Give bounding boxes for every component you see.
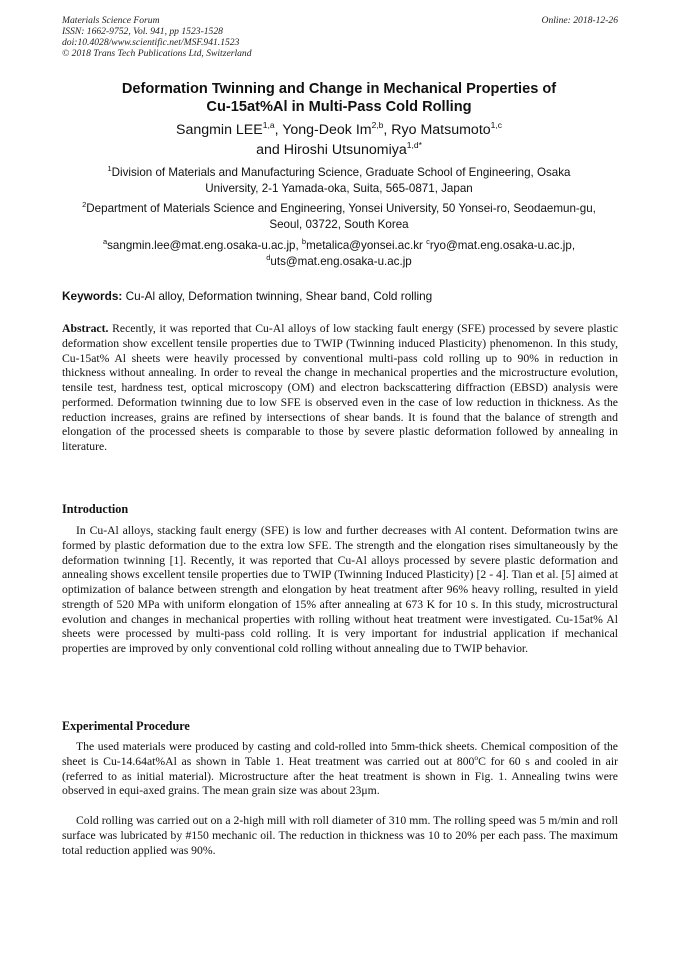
introduction-paragraph: In Cu-Al alloys, stacking fault energy (SFE) is low and further decreases with Al content. Deformation twins are formed by plastic deformation due to the extra low SFE. The strength and the elongation rises simultaneously by the deformation twinning [1]. Recently, it was reported that Cu-Al alloys processed by severe plastic deformation and annealing shows excellent tensile properties due to TWIP (Twinning Induced Plasticity) [2 - 4]. Tian et al. [5] aimed at optimization of balance between strength and elongation by heat treatment after 96% heavy rolling, resulted in yield strength of 520 MPa with uniform elongation of 15% after annealing at 673 K for 10 s. In this study, microstructural evolution and changes in mechanical properties with rolling without heat treatment were investigated. Cu-15at% Al sheets were processed by multi-pass cold rolling. It is very important for industrial application if mechanical properties are improved by only conventional cold rolling without annealing due to TWIP behavior. xyxy=(62,524,618,655)
affil-text: University, 2-1 Yamada-oka, Suita, 565-0871, Japan xyxy=(205,181,473,195)
keywords-label: Keywords: xyxy=(62,289,123,303)
affil-text: Seoul, 03722, South Korea xyxy=(269,217,409,231)
section-heading-experimental: Experimental Procedure xyxy=(62,719,190,733)
author-name: , Ryo Matsumoto xyxy=(383,122,491,138)
copyright: © 2018 Trans Tech Publications Ltd, Switzerland xyxy=(62,48,252,59)
section-heading-introduction: Introduction xyxy=(62,502,129,516)
experimental-paragraph-1 xyxy=(62,740,618,799)
para-text: The used materials were produced by casting and cold-rolled into 5mm-thick sheets. Chemical composition of the sheet is Cu-14.64at%Al as shown in Table 1. Heat treatment was carried out at 800 xyxy=(62,740,618,768)
para-text: C for 60 s and cooled in air (referred to as initial material). Microstructure after the heat treatment is shown in Fig. 1. Annealing twins were observed in equi-axed grains. The mean grain size was about 23μm. xyxy=(62,754,618,798)
email-link[interactable]: ryo@mat.eng.osaka-u.ac.jp, xyxy=(429,239,576,252)
degree-sign: o xyxy=(474,752,479,762)
affiliation-2 xyxy=(62,201,616,232)
author-affil-marker: 1,d* xyxy=(406,139,422,150)
author-name: , Yong-Deok Im xyxy=(274,122,372,138)
paper-title xyxy=(62,81,616,116)
author-affil-marker: 1,a xyxy=(262,120,275,130)
email-link[interactable]: uts@mat.eng.osaka-u.ac.jp xyxy=(270,254,412,268)
online-date: Online: 2018-12-26 xyxy=(541,15,618,26)
title-line-1: Deformation Twinning and Change in Mechanical Properties of xyxy=(121,81,557,97)
abstract-text: Recently, it was reported that Cu-Al alloys of low stacking fault energy (SFE) processed by severe plastic deformation show excellent tensile properties due to TWIP (Twinning induced Plasticity) phenomenon. In this study, Cu-15at% Al sheets were heavily processed by conventional multi-pass cold rolling up to 90% in reduction in thickness without annealing. In order to reveal the change in mechanical properties and the microstructure evolution, tensile test, hardness test, optical microscopy (OM) and electron backscattering diffraction (EBSD) analysis were performed. Deformation twinning due to low SFE is observed even in the case of low reduction in thickness. As the reduction increases, grains are refined by intersections of shear bands. It is found that the balance of strength and elongation of the processed sheets is comparable to those by severe plastic deformation followed by annealing in literature. xyxy=(62,322,618,453)
email-marker: d xyxy=(266,252,271,262)
author-affil-marker: 2,b xyxy=(371,120,384,130)
affil-text: Division of Materials and Manufacturing Science, Graduate School of Engineering, Osaka xyxy=(111,166,571,179)
affil-marker: 1 xyxy=(107,164,112,173)
issn: ISSN: 1662-9752, Vol. 941, pp 1523-1528 xyxy=(62,26,223,37)
author-affil-marker: 1,c xyxy=(490,120,502,130)
keywords xyxy=(62,289,618,303)
abstract-label: Abstract. xyxy=(62,322,109,335)
experimental-paragraph-2: Cold rolling was carried out on a 2-high mill with roll diameter of 310 mm. The rolling speed was 5 m/min and roll surface was lubricated by #150 mechanic oil. The reduction in thickness was 10 to 20% per each pass. The maximum total reduction applied was 90%. xyxy=(62,814,618,857)
affil-marker: 2 xyxy=(82,200,87,209)
email-link[interactable]: metalica@yonsei.ac.kr xyxy=(306,239,427,252)
journal-header xyxy=(62,15,618,59)
affiliation-1 xyxy=(62,165,616,196)
abstract xyxy=(62,322,618,455)
author-list xyxy=(62,121,616,160)
email-marker: a xyxy=(102,237,108,246)
author-name: Sangmin LEE xyxy=(175,122,263,138)
doi-link[interactable]: doi:10.4028/www.scientific.net/MSF.941.1523 xyxy=(62,37,240,48)
journal-name: Materials Science Forum xyxy=(62,15,160,26)
email-link[interactable]: sangmin.lee@mat.eng.osaka-u.ac.jp, xyxy=(107,239,302,252)
keywords-text: Cu-Al alloy, Deformation twinning, Shear band, Cold rolling xyxy=(122,289,433,303)
title-line-2: Cu-15at%Al in Multi-Pass Cold Rolling xyxy=(206,98,472,115)
author-name: and Hiroshi Utsunomiya xyxy=(256,141,407,158)
affil-text: Department of Materials Science and Engineering, Yonsei University, 50 Yonsei-ro, Seodaemun-gu, xyxy=(86,202,596,215)
author-emails xyxy=(62,238,616,269)
email-marker: b xyxy=(301,237,307,246)
email-marker: c xyxy=(426,237,430,246)
